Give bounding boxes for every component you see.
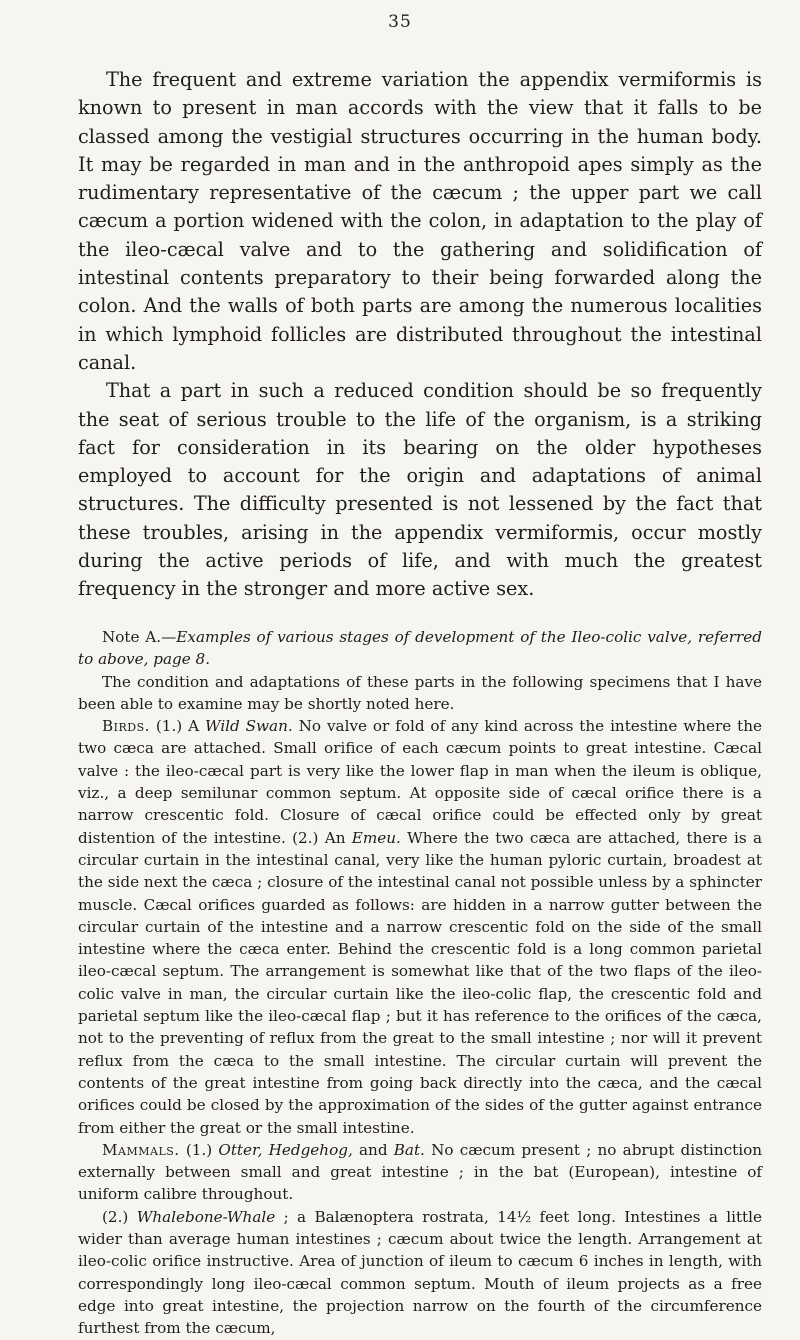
otter-text: No cæcum present ; no abrupt distinction externally between small and great intestine ; in the bat (European), intestine of uniform calibre throughout. <box>78 1140 762 1204</box>
emeu-text: Where the two cæca are attached, there is a circular curtain in the intestinal canal, very like the human pyloric curtain, broadest at the side next the cæca ; closure of the intestinal canal not possible unless by a sphincter muscle. Cæcal orifices guarded as follows: are hidden in a narrow gutter between the circular curtain of the intestine and a narrow crescentic fold on the side of the small intestine where the cæca enter. Behind the crescentic fold is a long common parietal ileo-cæcal septum. The arrangement is somewhat like that of the two flaps of the ileo-colic valve in man, the circular curtain like the ileo-colic flap, the crescentic fold and parietal septum like the ileo-cæcal flap ; but it has reference to the orifices of the cæca, not to the preventing of reflux from the great to the small intestine ; nor will it prevent reflux from the cæca to the small intestine. The circular curtain will prevent the contents of the great intestine from going back directly into the cæca, and the cæcal orifices could be closed by the approximation of the sides of the gutter against entrance from either the great or the small intestine. <box>78 828 762 1137</box>
note-title: Examples of various stages of development of the Ileo-colic valve, referred to above, page 8. <box>78 628 762 669</box>
mammals-item-number: (1.) <box>179 1140 219 1159</box>
main-body-text <box>78 66 762 604</box>
wild-swan-text: No valve or fold of any kind across the intestine where the two cæca are attached. Small orifice of each cæcum points to great intestine. Cæcal valve : the ileo-cæcal part is very like the lower flap in man when the ileum is oblique, viz., a deep semilunar common septum. At opposite side of cæcal orifice there is a narrow crescentic fold. Closure of cæcal orifice could be effected only by great distention of the intestine. (2.) An <box>78 717 762 847</box>
whale-name: Whalebone-Whale <box>136 1207 276 1226</box>
body-paragraph: The frequent and extreme variation the appendix vermiformis is known to present in man accords with the view that it falls to be classed among the vestigial structures occurring in the human body. It may be regarded in man and in the anthropoid apes simply as the rudimentary representative of the cæcum ; the upper part we call cæcum a portion widened with the colon, in adaptation to the play of the ileo-cæcal valve and to the gathering and solidification of intestinal contents preparatory to their being forwarded along the colon. And the walls of both parts are among the numerous localities in which lymphoid follicles are distributed throughout the intestinal canal. <box>78 68 762 374</box>
note-section <box>78 626 762 1340</box>
bat-name: Bat. <box>393 1140 425 1159</box>
note-heading <box>78 626 762 671</box>
otter-hedgehog-name: Otter, Hedgehog, <box>218 1140 353 1159</box>
note-intro: The condition and adaptations of these parts in the following specimens that I have been able to examine may be shortly noted here. <box>78 672 762 713</box>
birds-heading: Birds. <box>102 717 150 736</box>
whale-item-number: (2.) <box>102 1207 137 1226</box>
whale-text: ; a Balænoptera rostrata, 14½ feet long. Intestines a little wider than average human intestines ; cæcum about twice the length. Arrangement at ileo-colic orifice instructive. Area of junction of ileum to cæcum 6 inches in length, with correspondingly long ileo-cæcal common septum. Mouth of ileum projects as a free edge into great intestine, the projection narrow on the fourth of the circumference furthest from the cæcum, <box>78 1207 763 1338</box>
note-label: Note A.— <box>102 628 177 646</box>
page-number: 35 <box>388 12 412 32</box>
wild-swan-name: Wild Swan. <box>204 717 293 736</box>
birds-item-number: (1.) A <box>149 717 205 736</box>
mammals-heading: Mammals. <box>102 1140 180 1159</box>
mammals-and: and <box>352 1140 394 1159</box>
body-paragraph: That a part in such a reduced condition should be so frequently the seat of serious trouble to the life of the organism, is a striking fact for consideration in its bearing on the older hypotheses employed to account for the origin and adaptations of animal structures. The difficulty presented is not lessened by the fact that these troubles, arising in the appendix vermiformis, occur mostly during the active periods of life, and with much the greatest frequency in the stronger and more active sex. <box>78 379 762 601</box>
whale-paragraph <box>78 1206 762 1340</box>
mammals-paragraph <box>78 1139 762 1206</box>
birds-paragraph <box>78 715 762 1139</box>
emeu-name: Emeu. <box>351 828 401 847</box>
